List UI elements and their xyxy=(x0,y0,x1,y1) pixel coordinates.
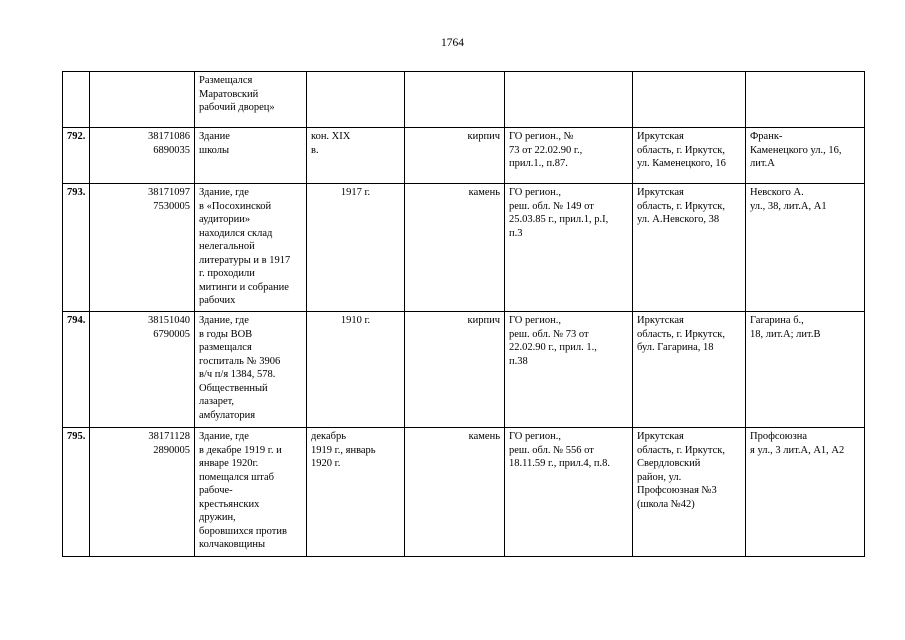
object-address: Иркутская область, г. Иркутск, Свердловский район, ул. Профсоюзная №3 (школа №42) xyxy=(637,431,726,510)
cell-location xyxy=(746,312,865,428)
cell-name xyxy=(195,312,307,428)
table-row xyxy=(63,184,865,312)
cell-location xyxy=(746,128,865,184)
object-document: ГО регион., реш. обл. № 556 от 18.11.59 г., прил.4, п.8. xyxy=(509,431,610,469)
row-number: 792. xyxy=(63,128,90,184)
object-name: Здание, где в «Посохинской аудитории» находился склад нелегальной литературы и в 1917 г. проходили митинги и собрание рабочих xyxy=(199,187,291,306)
cell-doc xyxy=(505,72,633,128)
cell-code xyxy=(90,312,195,428)
cell-address xyxy=(633,428,746,557)
table-row xyxy=(63,128,865,184)
cell-location xyxy=(746,428,865,557)
cell-name xyxy=(195,428,307,557)
cell-date xyxy=(307,428,405,557)
row-number: 793. xyxy=(63,184,90,312)
registry-code: 38171128 2890005 xyxy=(148,431,190,456)
object-material: камень xyxy=(468,431,500,442)
row-number: 794. xyxy=(63,312,90,428)
object-name: Здание школы xyxy=(199,131,230,156)
cell-location xyxy=(746,72,865,128)
table-row xyxy=(63,312,865,428)
object-date: 1917 г. xyxy=(340,187,371,198)
object-date: кон. XIX в. xyxy=(311,131,351,156)
registry-table xyxy=(62,71,865,557)
cell-date xyxy=(307,312,405,428)
cell-name xyxy=(195,128,307,184)
registry-code: 38151040 6790005 xyxy=(148,315,190,340)
cell-location xyxy=(746,184,865,312)
cell-address xyxy=(633,312,746,428)
cell-name xyxy=(195,184,307,312)
cell-address xyxy=(633,72,746,128)
registry-code: 38171086 6890035 xyxy=(148,131,190,156)
cell-code xyxy=(90,428,195,557)
cell-date xyxy=(307,184,405,312)
object-date: декабрь 1919 г., январь 1920 г. xyxy=(311,431,376,469)
row-number: 795. xyxy=(63,428,90,557)
cell-address xyxy=(633,184,746,312)
object-name: Здание, где в декабре 1919 г. и январе 1920г. помещался штаб рабоче- крестьянских дружин, боровшихся против колчаковщины xyxy=(199,431,287,550)
cell-code xyxy=(90,72,195,128)
cell-material xyxy=(405,184,505,312)
cell-material xyxy=(405,428,505,557)
table-row-continuation xyxy=(63,72,865,128)
object-document: ГО регион., № 73 от 22.02.90 г., прил.1., п.87. xyxy=(509,131,583,169)
cell-material xyxy=(405,72,505,128)
cell-name xyxy=(195,72,307,128)
cell-doc xyxy=(505,184,633,312)
cell-code xyxy=(90,184,195,312)
table-row xyxy=(63,428,865,557)
object-material: камень xyxy=(468,187,500,198)
cell-code xyxy=(90,128,195,184)
object-address: Иркутская область, г. Иркутск, бул. Гагарина, 18 xyxy=(637,315,726,353)
page-number: 1764 xyxy=(441,37,464,49)
cell-doc xyxy=(505,128,633,184)
cell-material xyxy=(405,128,505,184)
object-name: Размещался Маратовский рабочий дворец» xyxy=(199,75,275,113)
object-material: кирпич xyxy=(467,131,500,142)
object-location: Невского А. ул., 38, лит.А, А1 xyxy=(750,187,827,212)
object-address: Иркутская область, г. Иркутск, ул. Каменецкого, 16 xyxy=(637,131,726,169)
object-document: ГО регион., реш. обл. № 149 от 25.03.85 г., прил.1, р.I, п.3 xyxy=(509,187,609,239)
object-address: Иркутская область, г. Иркутск, ул. А.Невского, 38 xyxy=(637,187,726,225)
cell-doc xyxy=(505,428,633,557)
object-date: 1910 г. xyxy=(340,315,371,326)
object-location: Гагарина б., 18, лит.А; лит.В xyxy=(750,315,821,340)
object-material: кирпич xyxy=(467,315,500,326)
object-location: Франк- Каменецкого ул., 16, лит.А xyxy=(750,131,842,169)
cell-num xyxy=(63,72,90,128)
cell-material xyxy=(405,312,505,428)
cell-address xyxy=(633,128,746,184)
object-location: Профсоюзна я ул., 3 лит.А, А1, А2 xyxy=(750,431,845,456)
object-document: ГО регион., реш. обл. № 73 от 22.02.90 г., прил. 1., п.38 xyxy=(509,315,597,367)
registry-code: 38171097 7530005 xyxy=(148,187,190,212)
cell-date xyxy=(307,72,405,128)
object-name: Здание, где в годы ВОВ размещался госпиталь № 3906 в/ч п/я 1384, 578. Общественный лазарет, амбулатория xyxy=(199,315,281,421)
cell-date xyxy=(307,128,405,184)
cell-doc xyxy=(505,312,633,428)
